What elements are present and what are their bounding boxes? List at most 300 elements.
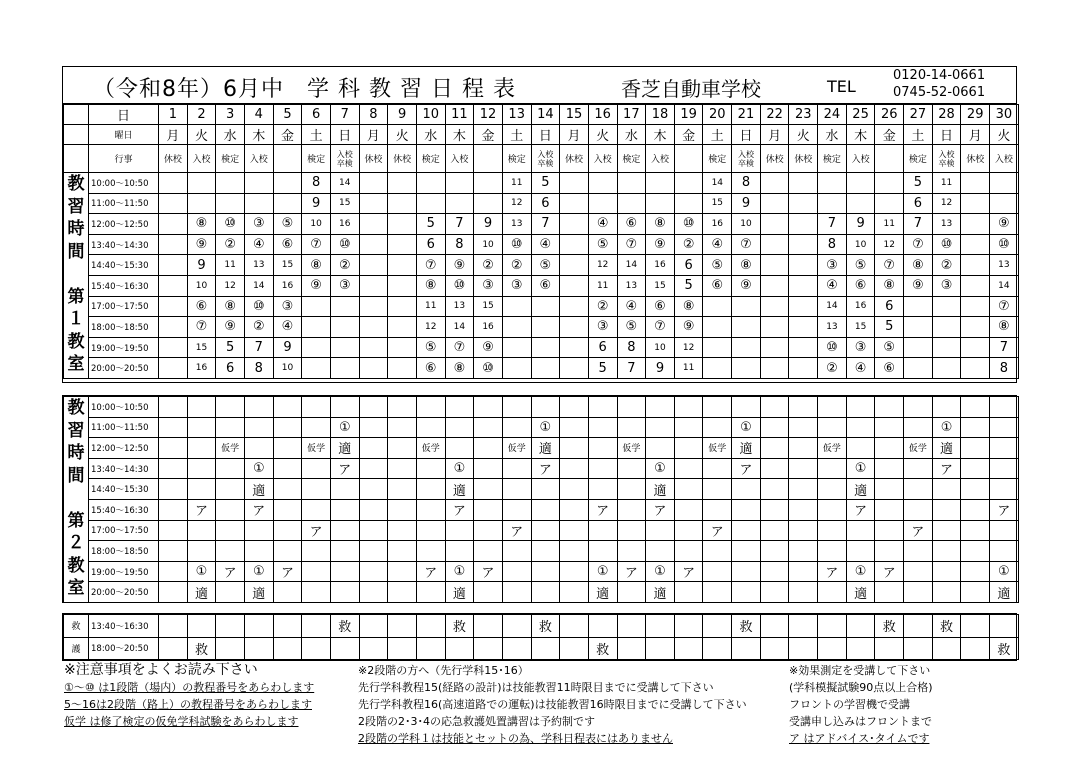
schedule-cell (502, 358, 531, 379)
schedule-cell: ア (187, 499, 216, 520)
schedule-cell (273, 458, 302, 479)
schedule-cell (159, 397, 188, 418)
schedule-cell (216, 397, 245, 418)
schedule-cell (818, 397, 847, 418)
day-number: 10 (416, 105, 445, 125)
schedule-cell: ① (330, 417, 359, 438)
schedule-cell (159, 337, 188, 358)
rescue-cell (216, 637, 245, 660)
schedule-cell: ア (531, 458, 560, 479)
schedule-cell: 13 (990, 255, 1019, 276)
schedule-cell (904, 417, 933, 438)
schedule-cell (560, 499, 589, 520)
schedule-cell: 8 (818, 234, 847, 255)
schedule-cell (216, 520, 245, 541)
schedule-cell (273, 438, 302, 459)
schedule-cell (588, 397, 617, 418)
weekday: 木 (646, 125, 675, 145)
day-number: 15 (560, 105, 589, 125)
schedule-cell (904, 296, 933, 317)
event-cell: 入校 (445, 145, 474, 173)
schedule-cell (330, 479, 359, 500)
schedule-cell: 6 (904, 193, 933, 214)
event-cell: 検定 (703, 145, 732, 173)
schedule-cell (302, 296, 331, 317)
schedule-cell (617, 417, 646, 438)
schedule-cell: ③ (932, 275, 961, 296)
schedule-cell: 6 (416, 234, 445, 255)
schedule-cell (187, 193, 216, 214)
schedule-cell (474, 173, 503, 194)
schedule-cell (674, 193, 703, 214)
note-stage1: ①～⑩ は1段階（場内）の教程番号をあらわします (64, 681, 315, 694)
schedule-cell (932, 479, 961, 500)
schedule-cell: 14 (330, 173, 359, 194)
schedule-cell: 10 (846, 234, 875, 255)
time-slot: 17:00～17:50 (89, 296, 159, 317)
time-slot: 13:40～14:30 (89, 458, 159, 479)
day-number: 24 (818, 105, 847, 125)
schedule-cell: 6 (588, 337, 617, 358)
schedule-cell: 12 (932, 193, 961, 214)
schedule-cell: ⑧ (904, 255, 933, 276)
schedule-cell: 10 (732, 214, 761, 235)
note-rescue: 2段階の2･3･4の応急救護処置講習は予約制です (358, 715, 595, 728)
school-name: 香芝自動車学校 (621, 77, 761, 101)
schedule-cell (330, 499, 359, 520)
schedule-cell (216, 173, 245, 194)
schedule-cell (818, 458, 847, 479)
schedule-cell (646, 193, 675, 214)
weekday: 木 (846, 125, 875, 145)
schedule-cell (159, 520, 188, 541)
event-cell: 入校 (244, 145, 273, 173)
schedule-cell (388, 582, 417, 603)
note-machine: フロントの学習機で受講 (789, 698, 910, 711)
schedule-cell (818, 173, 847, 194)
schedule-cell (359, 438, 388, 459)
schedule-cell: ⑧ (674, 296, 703, 317)
schedule-cell (244, 193, 273, 214)
schedule-cell: ⑩ (990, 234, 1019, 255)
weekday: 木 (244, 125, 273, 145)
schedule-cell (416, 458, 445, 479)
schedule-cell (732, 296, 761, 317)
rescue-cell (388, 637, 417, 660)
schedule-cell (961, 561, 990, 582)
schedule-cell: 6 (674, 255, 703, 276)
schedule-cell (474, 479, 503, 500)
event-cell: 検定 (818, 145, 847, 173)
rescue-cell (588, 615, 617, 638)
weekday: 金 (674, 125, 703, 145)
schedule-cell: ③ (273, 296, 302, 317)
schedule-cell: ア (818, 561, 847, 582)
event-cell: 休校 (760, 145, 789, 173)
schedule-cell (818, 582, 847, 603)
schedule-cell (789, 214, 818, 235)
note-stage2: 5～16は2段階（路上）の教程番号をあらわします (64, 698, 312, 711)
schedule-cell: 15 (703, 193, 732, 214)
schedule-cell: 適 (932, 438, 961, 459)
schedule-cell (588, 417, 617, 438)
schedule-cell (560, 561, 589, 582)
schedule-cell (961, 234, 990, 255)
schedule-cell (760, 417, 789, 438)
schedule-cell (531, 317, 560, 338)
schedule-cell (617, 479, 646, 500)
schedule-cell (445, 438, 474, 459)
schedule-cell (388, 479, 417, 500)
schedule-cell: ⑧ (445, 358, 474, 379)
schedule-cell (187, 417, 216, 438)
schedule-cell (846, 438, 875, 459)
schedule-cell: ア (875, 561, 904, 582)
weekday: 日 (330, 125, 359, 145)
schedule-cell: 11 (502, 173, 531, 194)
schedule-cell (531, 296, 560, 317)
day-number: 21 (732, 105, 761, 125)
schedule-cell (216, 193, 245, 214)
schedule-cell (244, 397, 273, 418)
event-cell: 入校 卒検 (732, 145, 761, 173)
rescue-cell (502, 637, 531, 660)
schedule-cell (302, 561, 331, 582)
schedule-cell (875, 499, 904, 520)
schedule-cell (760, 358, 789, 379)
schedule-cell (818, 479, 847, 500)
schedule-cell (646, 397, 675, 418)
schedule-cell: 10 (646, 337, 675, 358)
side-label: 教 習 時 間 第 １ 教 室 (64, 173, 89, 379)
event-cell: 検定 (617, 145, 646, 173)
schedule-cell (388, 193, 417, 214)
schedule-cell: ⑥ (531, 275, 560, 296)
day-number: 18 (646, 105, 675, 125)
schedule-cell: 9 (187, 255, 216, 276)
schedule-cell (302, 317, 331, 338)
schedule-cell: 11 (216, 255, 245, 276)
schedule-cell (273, 520, 302, 541)
schedule-cell (359, 499, 388, 520)
day-number: 22 (760, 105, 789, 125)
schedule-cell (904, 317, 933, 338)
time-slot: 14:40～15:30 (89, 479, 159, 500)
schedule-cell (703, 458, 732, 479)
rescue-cell (531, 637, 560, 660)
schedule-cell (445, 541, 474, 562)
schedule-cell (159, 358, 188, 379)
schedule-cell: ア (502, 520, 531, 541)
schedule-cell (416, 541, 445, 562)
schedule-cell (359, 479, 388, 500)
schedule-cell (330, 296, 359, 317)
schedule-cell (875, 193, 904, 214)
notes-col3 (789, 662, 933, 747)
schedule-cell: 12 (875, 234, 904, 255)
schedule-cell (646, 541, 675, 562)
schedule-cell: ② (502, 255, 531, 276)
schedule-cell: ① (846, 561, 875, 582)
schedule-cell (187, 397, 216, 418)
schedule-cell (159, 234, 188, 255)
schedule-room1-panel (62, 66, 1017, 383)
note-mock: (学科模擬試験90点以上合格) (789, 681, 933, 694)
schedule-cell: ① (646, 458, 675, 479)
schedule-cell: ④ (273, 317, 302, 338)
side-label: 教 習 時 間 第 ２ 教 室 (64, 397, 89, 603)
schedule-cell: 仮学 (302, 438, 331, 459)
schedule-cell: ③ (244, 214, 273, 235)
schedule-cell (531, 541, 560, 562)
schedule-cell (732, 541, 761, 562)
event-cell: 休校 (359, 145, 388, 173)
schedule-cell (961, 541, 990, 562)
schedule-cell: 16 (846, 296, 875, 317)
schedule-cell (273, 173, 302, 194)
schedule-cell (388, 255, 417, 276)
schedule-cell (187, 520, 216, 541)
schedule-cell: 9 (646, 358, 675, 379)
schedule-cell: 5 (531, 173, 560, 194)
schedule-cell (789, 397, 818, 418)
schedule-cell (416, 417, 445, 438)
schedule-cell: 14 (990, 275, 1019, 296)
schedule-cell (760, 234, 789, 255)
schedule-cell: ② (588, 296, 617, 317)
schedule-cell (617, 582, 646, 603)
schedule-cell (302, 582, 331, 603)
schedule-cell (531, 582, 560, 603)
schedule-cell: 9 (846, 214, 875, 235)
schedule-cell: ⑨ (216, 317, 245, 338)
day-number: 26 (875, 105, 904, 125)
rescue-label: 救 (64, 615, 89, 638)
schedule-cell: 8 (302, 173, 331, 194)
schedule-cell (359, 417, 388, 438)
schedule-cell (560, 541, 589, 562)
schedule-cell (961, 499, 990, 520)
schedule-cell: ④ (617, 296, 646, 317)
schedule-cell (789, 234, 818, 255)
schedule-cell (789, 255, 818, 276)
schedule-cell: ⑨ (990, 214, 1019, 235)
schedule-cell: ア (932, 458, 961, 479)
schedule-cell (445, 173, 474, 194)
schedule-cell (416, 479, 445, 500)
schedule-cell (244, 541, 273, 562)
schedule-cell: ① (990, 561, 1019, 582)
rescue-cell (703, 615, 732, 638)
schedule-cell (588, 541, 617, 562)
schedule-cell (416, 520, 445, 541)
event-cell: 休校 (560, 145, 589, 173)
schedule-cell (961, 417, 990, 438)
schedule-cell (502, 499, 531, 520)
schedule-cell: ⑥ (846, 275, 875, 296)
schedule-cell (159, 193, 188, 214)
rescue-cell: 救 (990, 637, 1019, 660)
schedule-cell: 仮学 (502, 438, 531, 459)
schedule-cell (760, 438, 789, 459)
schedule-cell: 15 (846, 317, 875, 338)
schedule-cell (588, 458, 617, 479)
schedule-cell (388, 561, 417, 582)
schedule-cell: ⑥ (875, 358, 904, 379)
schedule-cell (732, 358, 761, 379)
time-slot: 11:00～11:50 (89, 417, 159, 438)
schedule-cell (760, 317, 789, 338)
schedule-cell (273, 582, 302, 603)
schedule-cell (990, 458, 1019, 479)
schedule-cell: ② (674, 234, 703, 255)
schedule-cell (789, 337, 818, 358)
schedule-cell (961, 193, 990, 214)
schedule-cell (703, 499, 732, 520)
schedule-cell (388, 337, 417, 358)
schedule-cell (961, 438, 990, 459)
schedule-cell (617, 173, 646, 194)
schedule-cell (474, 541, 503, 562)
schedule-cell (388, 417, 417, 438)
weekday: 水 (216, 125, 245, 145)
schedule-cell (388, 234, 417, 255)
schedule-cell: ア (416, 561, 445, 582)
schedule-cell (302, 541, 331, 562)
schedule-cell: 11 (416, 296, 445, 317)
schedule-cell: ③ (818, 255, 847, 276)
schedule-cell (359, 337, 388, 358)
schedule-cell (818, 417, 847, 438)
schedule-cell (674, 520, 703, 541)
schedule-cell (187, 438, 216, 459)
schedule-cell: ⑥ (187, 296, 216, 317)
schedule-cell (789, 561, 818, 582)
schedule-cell: 9 (474, 214, 503, 235)
event-cell: 入校 (588, 145, 617, 173)
schedule-cell (359, 193, 388, 214)
weekday: 火 (388, 125, 417, 145)
schedule-cell: 適 (445, 582, 474, 603)
schedule-cell (159, 317, 188, 338)
schedule-cell (674, 499, 703, 520)
schedule-cell (961, 582, 990, 603)
schedule-cell (159, 275, 188, 296)
schedule-cell (674, 417, 703, 438)
schedule-cell (961, 358, 990, 379)
schedule-cell (560, 255, 589, 276)
day-number: 28 (932, 105, 961, 125)
schedule-cell: ⑤ (273, 214, 302, 235)
schedule-cell (789, 499, 818, 520)
schedule-cell: ⑤ (846, 255, 875, 276)
schedule-cell (502, 296, 531, 317)
schedule-cell (789, 541, 818, 562)
rescue-cell (244, 615, 273, 638)
rescue-time: 18:00～20:50 (89, 637, 159, 660)
rescue-cell: 救 (330, 615, 359, 638)
schedule-cell (674, 397, 703, 418)
schedule-cell (818, 499, 847, 520)
schedule-cell (875, 479, 904, 500)
day-number: 20 (703, 105, 732, 125)
schedule-cell: ① (846, 458, 875, 479)
schedule-cell (216, 417, 245, 438)
schedule-cell: ① (588, 561, 617, 582)
rescue-table (63, 614, 1019, 660)
schedule-cell: ⑧ (646, 214, 675, 235)
schedule-cell: 仮学 (617, 438, 646, 459)
schedule-cell (330, 397, 359, 418)
day-number: 5 (273, 105, 302, 125)
schedule-cell (502, 582, 531, 603)
day-number: 14 (531, 105, 560, 125)
schedule-cell: ⑩ (932, 234, 961, 255)
schedule-cell: ア (330, 458, 359, 479)
schedule-cell (560, 417, 589, 438)
schedule-cell (388, 520, 417, 541)
rescue-cell (703, 637, 732, 660)
schedule-cell: ア (302, 520, 331, 541)
schedule-cell (216, 458, 245, 479)
rescue-cell (359, 637, 388, 660)
schedule-cell (359, 358, 388, 379)
schedule-cell: ③ (846, 337, 875, 358)
schedule-cell (159, 499, 188, 520)
schedule-cell (904, 358, 933, 379)
schedule-cell (990, 397, 1019, 418)
schedule-cell (560, 234, 589, 255)
schedule-cell (187, 458, 216, 479)
note-15: 先行学科教程15(経路の設計)は技能教習11時限目までに受講して下さい (358, 681, 714, 694)
schedule-cell: 6 (216, 358, 245, 379)
day-number: 19 (674, 105, 703, 125)
day-number: 11 (445, 105, 474, 125)
schedule-cell (388, 173, 417, 194)
schedule-cell (990, 520, 1019, 541)
schedule-cell (531, 479, 560, 500)
schedule-cell (789, 438, 818, 459)
rescue-cell: 救 (531, 615, 560, 638)
schedule-cell (302, 397, 331, 418)
schedule-cell: ① (531, 417, 560, 438)
schedule-cell (961, 296, 990, 317)
schedule-cell (961, 520, 990, 541)
schedule-cell (474, 499, 503, 520)
schedule-cell: 5 (875, 317, 904, 338)
rescue-cell (244, 637, 273, 660)
schedule-cell (560, 337, 589, 358)
rescue-cell (216, 615, 245, 638)
schedule-cell (560, 317, 589, 338)
weekday: 土 (502, 125, 531, 145)
schedule-cell (159, 214, 188, 235)
rescue-panel (62, 613, 1017, 661)
schedule-cell: 13 (932, 214, 961, 235)
schedule-cell: ⑨ (674, 317, 703, 338)
schedule-cell (932, 582, 961, 603)
schedule-cell: ⑥ (617, 214, 646, 235)
weekday: 日 (531, 125, 560, 145)
schedule-cell: ⑧ (187, 214, 216, 235)
schedule-cell: ② (216, 234, 245, 255)
schedule-cell (760, 337, 789, 358)
schedule-cell: ④ (846, 358, 875, 379)
weekday: 金 (875, 125, 904, 145)
schedule-cell: 適 (846, 479, 875, 500)
schedule-cell (388, 438, 417, 459)
rescue-cell (789, 637, 818, 660)
